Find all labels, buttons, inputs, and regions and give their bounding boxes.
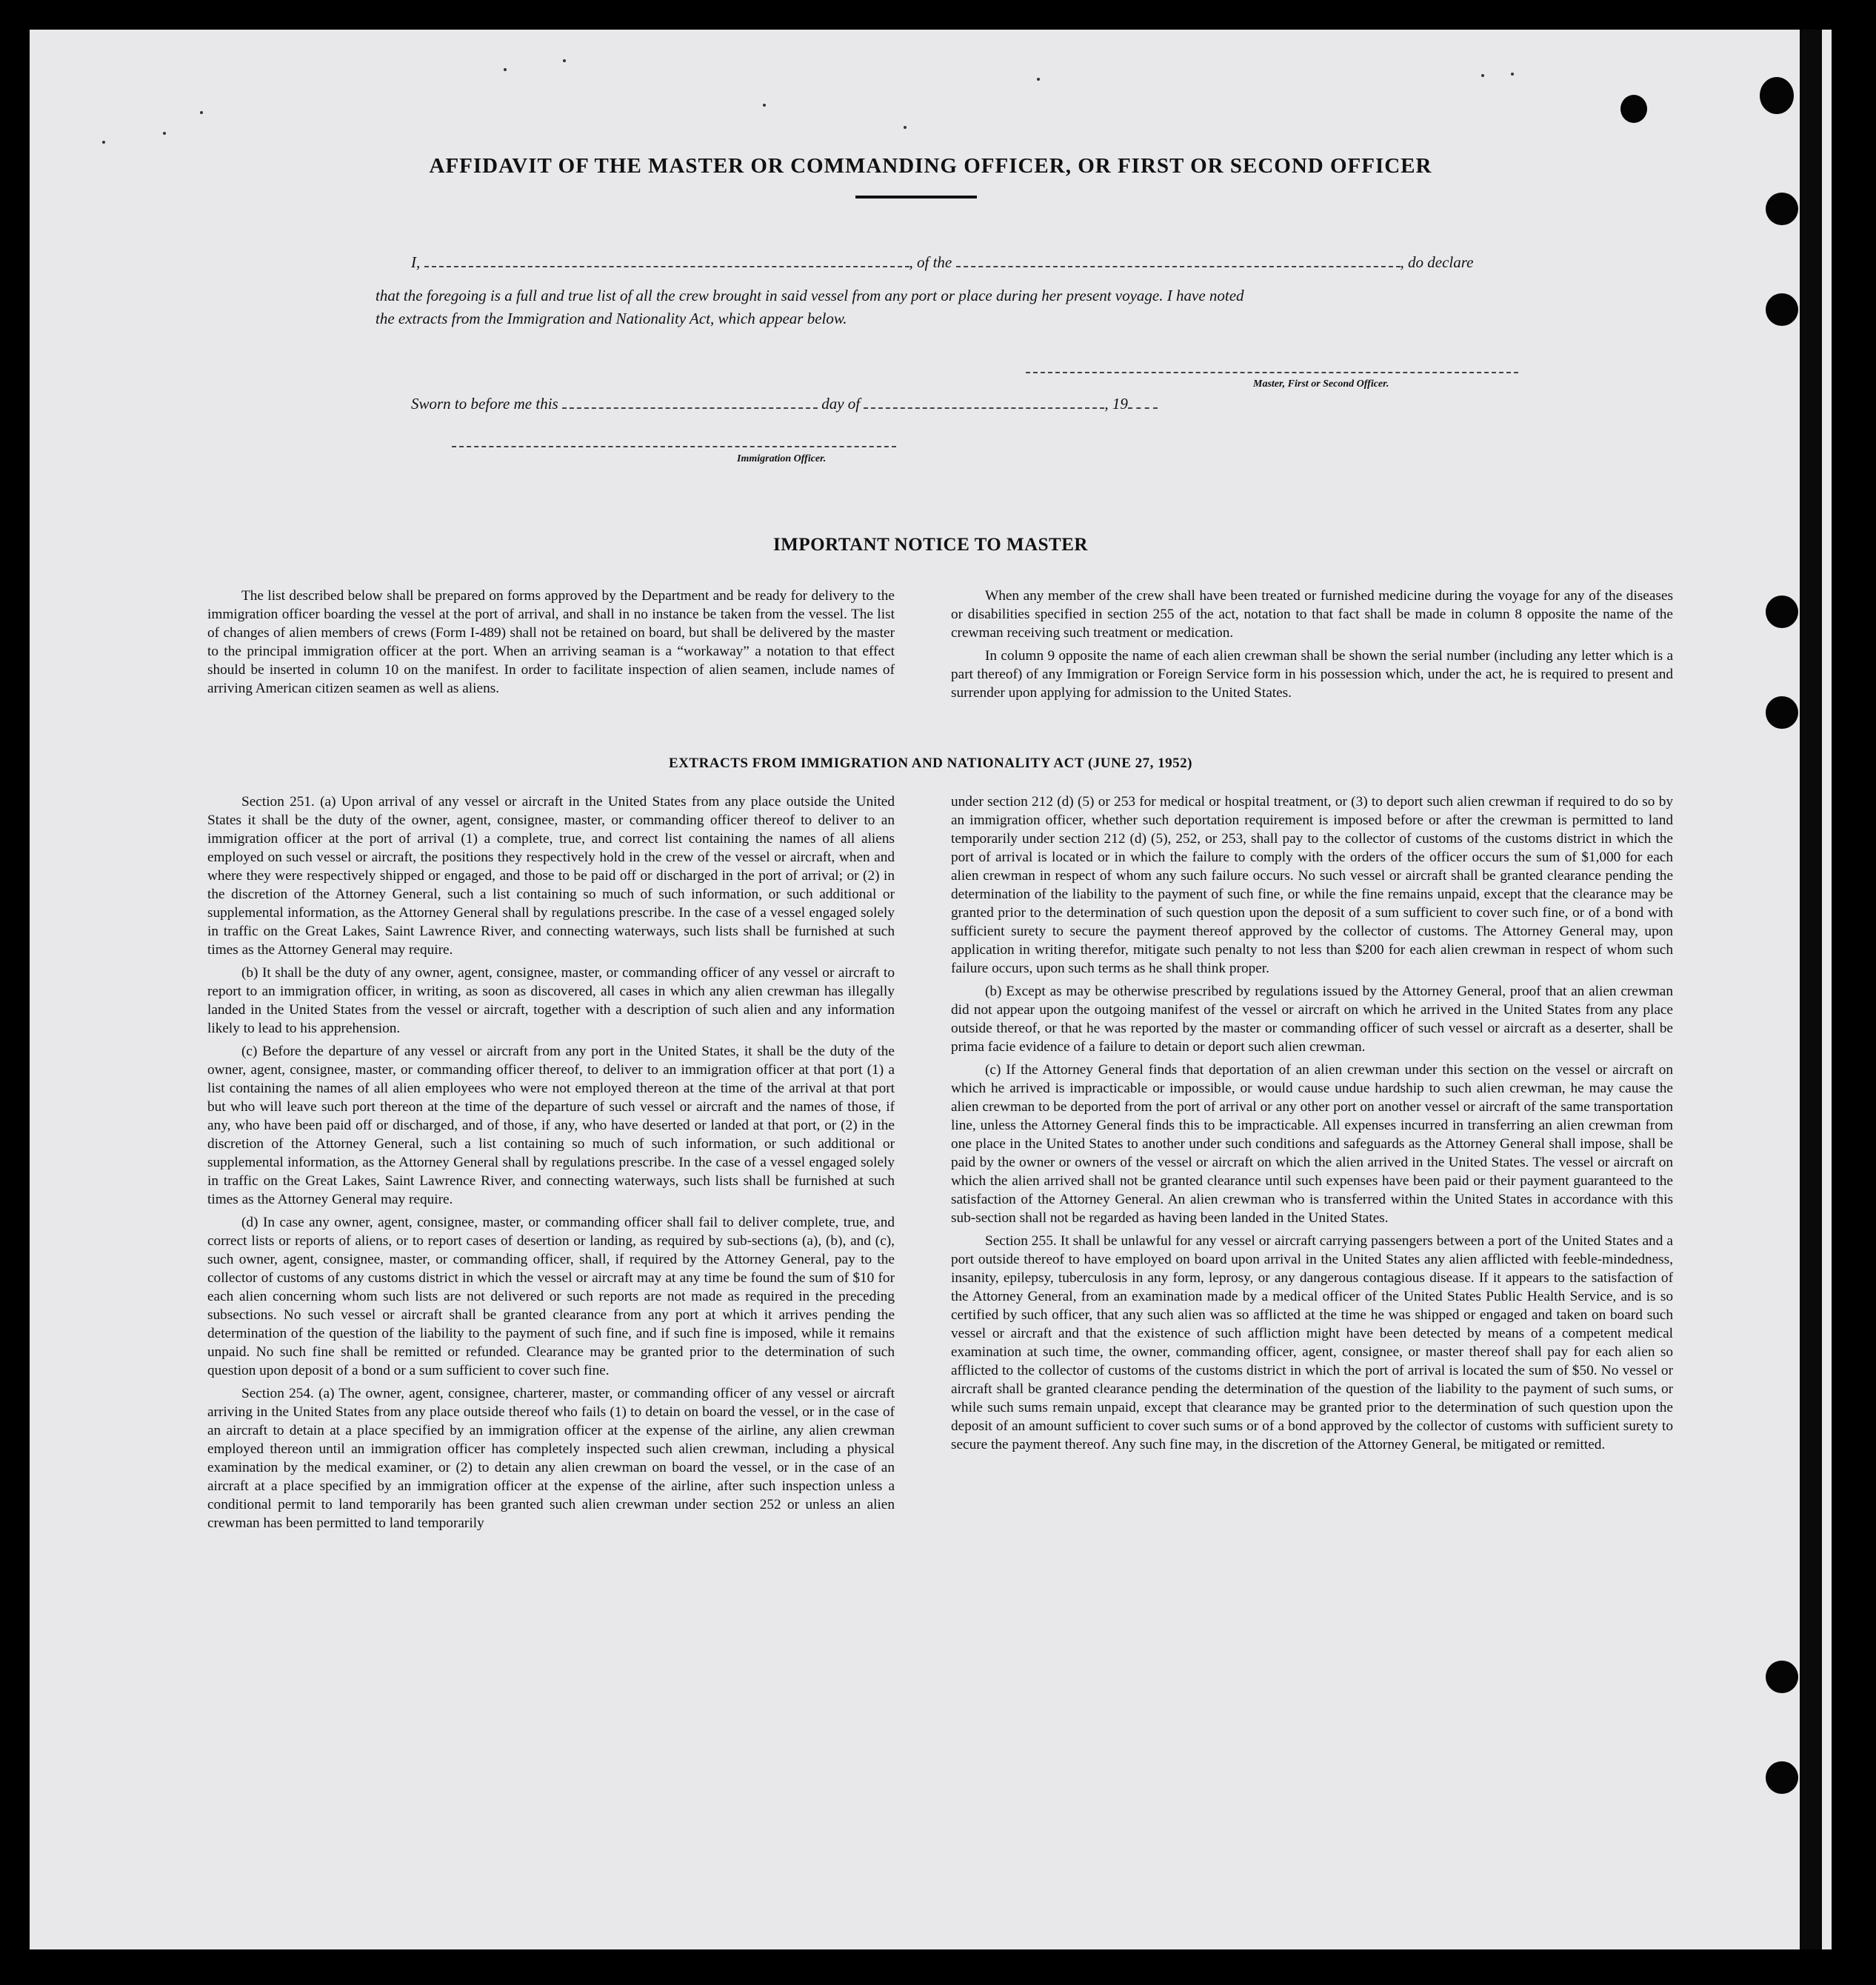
extracts-right-column [951, 793, 1673, 1458]
binder-hole [1766, 1761, 1798, 1794]
notice-left-column [207, 587, 895, 702]
extract-paragraph: under section 212 (d) (5) or 253 for medical or hospital treatment, or (3) to deport such alien crewman if required to do so by an immigration officer, whether such deportation requirement is imposed before or after the crewman is permitted to land temporarily under section 212 (d) (5), 252, or 253, shall pay to the collector of customs of the customs district in which the port of arrival is located or in which the failure to comply with the orders of the officer occurs the sum of $1,000 for each alien crewman in respect of whom any such failure occurs. No such vessel or aircraft shall be granted clearance pending the determination of the liability to the payment of such fine, or while the fine remains unpaid, except that the clearance may be granted prior to the determination of such question upon the deposit of a sum sufficient to cover such fine, or of a bond with sufficient surety to secure the payment thereof approved by the collector of customs. The Attorney General may, upon application in writing therefor, mitigate such penalty to not less than $200 for each alien crewman in respect of whom such failure occurs, upon such terms as he shall think proper. [951, 794, 1673, 976]
speck-mark [1037, 78, 1040, 81]
extract-paragraph: Section 255. It shall be unlawful for any vessel or aircraft carrying passengers between a port of the United States and a port outside thereof to have employed on board upon arrival in the United States any alien afflicted with feeble-mindedness, insanity, epilepsy, tuberculosis in any form, leprosy, or any dangerous contagious disease. If it appears to the satisfaction of the Attorney General, from an examination made by a medical officer of the United States Public Health Service, and is so certified by such officer, that any such alien was so afflicted at the time he was shipped or engaged and taken on board such vessel or aircraft and that the existence of such affliction might have been detected by means of a competent medical examination at such time, the owner, commanding officer, agent, consignee, or master thereof shall pay for each alien so afflicted to the collector of customs of the customs district in which the port of arrival is located the sum of $50. No vessel or aircraft shall be granted clearance pending the determination of the question of the liability to the payment of such sums, or while such sums remain unpaid, except that clearance may be granted prior to the determination of such question upon the deposit of an amount sufficient to cover such sums or of a bond approved by the collector of customs with sufficient surety to secure the payment thereof. Any such fine may, in the discretion of the Attorney General, be mitigated or remitted. [951, 1233, 1673, 1452]
sworn-year-prefix: , 19 [1104, 395, 1128, 413]
document-page [30, 30, 1832, 1949]
speck-mark [200, 111, 203, 114]
sworn-day-blank [562, 397, 818, 409]
notice-title: IMPORTANT NOTICE TO MASTER [773, 535, 1088, 555]
master-signature-line [1026, 370, 1518, 373]
name-blank [424, 256, 909, 267]
speck-mark [1481, 74, 1484, 77]
extract-paragraph: (c) If the Attorney General finds that deportation of an alien crewman under this section on the vessel or aircraft on which he arrived is impracticable or impossible, or would cause undue hardship to such alien crewman, he may cause the alien crewman to be deported from the port of arrival or any other port on another vessel or aircraft of the same transportation line, unless the Attorney General finds this to be impracticable. All expenses incurred in transferring an alien crewman from one place in the United States to another under such conditions and safeguards as the Attorney General shall impose, shall be paid by the owner or owners of the vessel or aircraft on which the alien arrived in the United States. The vessel or aircraft on which the alien arrived shall not be granted clearance until such expenses have been paid or their payment guaranteed to the satisfaction of the Attorney General. An alien crewman who is transferred within the United States in accordance with this sub-section shall not be regarded as having been landed in the United States. [951, 1062, 1673, 1226]
speck-mark [102, 141, 105, 144]
speck-mark [763, 104, 766, 107]
binder-hole [1620, 95, 1647, 123]
officer-signature-line [452, 444, 896, 447]
binder-hole [1766, 596, 1798, 628]
declaration-declare: , do declare [1400, 253, 1474, 271]
speck-mark [1511, 73, 1514, 76]
extracts-left-column [207, 793, 895, 1537]
sworn-label: Sworn to before me this [411, 395, 558, 413]
title-underline [855, 196, 977, 198]
notice-right-paragraph-2: In column 9 opposite the name of each alien crewman shall be shown the serial number (including any letter which is a part thereof) of any Immigration or Foreign Service form in his possession which, under the act, he is required to present and surrender upon applying for admission to the United States. [951, 648, 1673, 701]
extract-paragraph: (b) It shall be the duty of any owner, agent, consignee, master, or commanding officer of any vessel or aircraft to report to an immigration officer, in writing, as soon as discovered, all cases in which any alien crewman has illegally landed in the United States from the vessel or aircraft, together with a description of such alien and any information likely to lead to his apprehension. [207, 965, 895, 1036]
sworn-day-of: day of [821, 395, 861, 413]
speck-mark [904, 126, 907, 129]
extracts-title: EXTRACTS FROM IMMIGRATION AND NATIONALITY ACT (JUNE 27, 1952) [669, 755, 1192, 771]
vessel-blank [956, 256, 1401, 267]
extract-paragraph: Section 251. (a) Upon arrival of any vessel or aircraft in the United States from any place outside the United States it shall be the duty of the owner, agent, consignee, master, or commanding officer thereof to deliver to an immigration officer at the port of arrival (1) a complete, true, and correct list containing the names of all aliens employed on such vessel or aircraft, the positions they respectively hold in the crew of the vessel or aircraft, when and where they were respectively shipped or engaged, and those to be paid off or discharged in the port of arrival; or (2) in the discretion of the Attorney General, such a list containing so much of such information, or such additional or supplemental information, as the Attorney General shall by regulations prescribe. In the case of a vessel engaged solely in traffic on the Great Lakes, Saint Lawrence River, and connecting waterways, such lists shall be furnished at such times as the Attorney General may require. [207, 794, 895, 958]
extract-paragraph: (c) Before the departure of any vessel or aircraft from any port in the United States, it shall be the duty of the owner, agent, consignee, master, or commanding officer thereof, to deliver to an immigration officer at that port (1) a list containing the names of all alien employees who were not employed thereon at the time of the arrival at that port but who will leave such port thereon at the time of the departure of such vessel or aircraft and the names of those, if any, who have been paid off or discharged, and of those, if any, who have deserted or landed at that port, or (2) in the discretion of the Attorney General, such a list containing so much of such information, or such additional or supplemental information, as the Attorney General shall by regulations prescribe. In the case of a vessel engaged solely in traffic on the Great Lakes, Saint Lawrence River, and connecting waterways, such lists shall be furnished at such times as the Attorney General may require. [207, 1044, 895, 1207]
declaration-i: I, [411, 253, 421, 271]
speck-mark [563, 59, 566, 62]
notice-right-column [951, 587, 1673, 707]
sworn-year-blank [1128, 397, 1158, 409]
extract-paragraph: (b) Except as may be otherwise prescribed by regulations issued by the Attorney General, proof that an alien crewman did not appear upon the outgoing manifest of the vessel or aircraft on which he arrived in the United States from any place outside thereof, or that he was reported by the master or commanding officer of such vessel or aircraft as a deserter, shall be prima facie evidence of a failure to detain or deport such alien crewman. [951, 984, 1673, 1055]
sworn-line [411, 395, 1158, 413]
binder-hole [1766, 293, 1798, 326]
speck-mark [163, 132, 166, 135]
extract-paragraph: Section 254. (a) The owner, agent, consignee, charterer, master, or commanding officer of any vessel or aircraft arriving in the United States from any place outside thereof who fails (1) to detain on board the vessel, or in the case of an aircraft to detain at a place specified by an immigration officer at the expense of the airline, any alien crewman employed thereon until an immigration officer has completely inspected such alien crewman, including a physical examination by the medical examiner, or (2) to detain any alien crewman on board the vessel, or in the case of an aircraft at a place specified by an immigration officer at the expense of the airline, after such inspection unless a conditional permit to land temporarily has been granted such alien crewman under section 252 or unless an alien crewman has been permitted to land temporarily [207, 1386, 895, 1531]
binder-hole [1766, 193, 1798, 225]
notice-left-paragraph: The list described below shall be prepared on forms approved by the Department and be ready for delivery to the immigration officer boarding the vessel at the port of arrival, and shall in no instance be taken from the vessel. The list of changes of alien members of crews (Form I-489) shall not be retained on board, but shall be delivered by the master to the principal immigration officer at the port. When an arriving seaman is a “workaway” a notation to that effect should be inserted in column 10 on the manifest. In order to facilitate inspection of alien seamen, include names of arriving American citizen seamen as well as aliens. [207, 588, 895, 696]
declaration-line-2: that the foregoing is a full and true list of all the crew brought in said vessel from any port or place during her present voyage. I have noted [375, 287, 1244, 304]
page-edge [1800, 30, 1822, 1949]
declaration-line-1 [411, 253, 1473, 272]
binder-hole [1766, 696, 1798, 729]
affidavit-title: AFFIDAVIT OF THE MASTER OR COMMANDING OFFICER, OR FIRST OR SECOND OFFICER [429, 154, 1432, 178]
notice-right-paragraph-1: When any member of the crew shall have been treated or furnished medicine during the voyage for any of the diseases or disabilities specified in section 255 of the act, notation to that fact shall be made in column 8 opposite the name of the crewman receiving such treatment or medication. [951, 588, 1673, 641]
extract-paragraph: (d) In case any owner, agent, consignee, master, or commanding officer shall fail to deliver complete, true, and correct lists or reports of aliens, or to report cases of desertion or landing, as required by sub-sections (a), (b), and (c), such owner, agent, consignee, master, or commanding officer, shall, if required by the Attorney General, pay to the collector of customs of any customs district in which the vessel or aircraft may at any time be found the sum of $10 for each alien concerning whom such lists are not delivered or such reports are not made as required in the preceding subsections. No such vessel or aircraft shall be granted clearance from any port at which it arrives pending the determination of the question of the liability to the payment of such fine, and if such fine is imposed, while it remains unpaid. No such fine shall be remitted or refunded. Clearance may be granted prior to the determination of such question upon deposit of a bond or a sum sufficient to cover such fine. [207, 1215, 895, 1378]
sworn-month-blank [864, 397, 1104, 409]
binder-hole [1760, 77, 1794, 114]
master-caption: Master, First or Second Officer. [1253, 378, 1389, 390]
declaration-line-3: the extracts from the Immigration and Nationality Act, which appear below. [375, 310, 847, 327]
speck-mark [504, 68, 507, 71]
binder-hole [1766, 1661, 1798, 1693]
officer-caption: Immigration Officer. [737, 453, 827, 464]
declaration-of-the: , of the [909, 253, 952, 271]
